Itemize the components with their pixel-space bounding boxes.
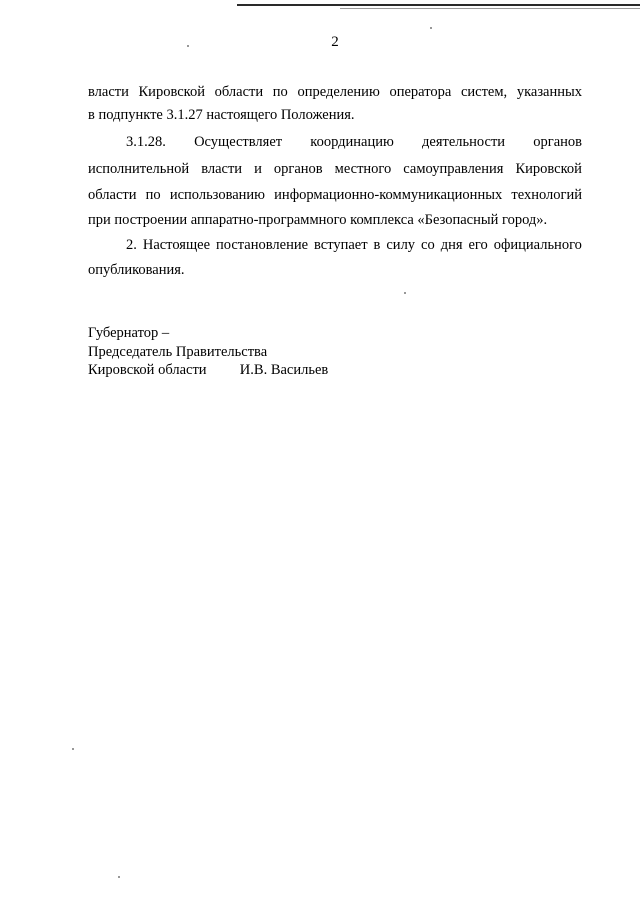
word: власти: [88, 84, 129, 100]
word: 2.: [126, 237, 137, 253]
word: постановление: [215, 237, 309, 253]
signature-title-governor: Губернатор –: [88, 325, 170, 341]
word: области: [88, 187, 137, 203]
word: по: [272, 84, 288, 100]
signature-name: И.В. Васильев: [239, 362, 329, 378]
word: власти: [201, 161, 243, 177]
word: дня: [440, 237, 463, 253]
scan-speck: [118, 876, 120, 878]
word: вступает: [314, 237, 368, 253]
item-2-line-1: [126, 237, 582, 254]
signature-line: [88, 362, 328, 379]
paragraph-continuation-line-2: в подпункте 3.1.27 настоящего Положения.: [88, 107, 355, 123]
scan-speck: [404, 292, 406, 294]
word: органов: [533, 134, 582, 150]
word: технологий: [511, 187, 582, 203]
item-3-1-28-line-4: при построении аппаратно-программного комплекса «Безопасный город».: [88, 212, 548, 228]
word: исполнительной: [88, 161, 190, 177]
word: силу: [386, 237, 416, 253]
word: указанных: [516, 84, 582, 100]
word: 3.1.28.: [126, 134, 166, 150]
word: Кировской: [515, 161, 582, 177]
word: по: [145, 187, 161, 203]
signature-organization: Кировской области: [88, 362, 207, 378]
word: Кировской: [138, 84, 205, 100]
word: самоуправления: [403, 161, 504, 177]
word: органов: [273, 161, 323, 177]
scan-speck: [72, 748, 74, 750]
item-3-1-28-line-2: [88, 161, 582, 178]
word: его: [468, 237, 488, 253]
word: Настоящее: [142, 237, 211, 253]
word: официального: [493, 237, 582, 253]
word: систем,: [460, 84, 508, 100]
item-2-line-2: опубликования.: [88, 262, 185, 278]
signature-title-chairman: Председатель Правительства: [88, 344, 268, 360]
word: координацию: [310, 134, 394, 150]
header-rule-thin: [340, 8, 640, 9]
word: оператора: [389, 84, 452, 100]
word: информационно-коммуникационных: [274, 187, 503, 203]
scan-speck: [187, 45, 189, 47]
header-rule: [237, 4, 640, 6]
word: и: [254, 161, 262, 177]
paragraph-continuation-line-1: [88, 84, 582, 101]
item-3-1-28-line-1: [126, 134, 582, 151]
page-number: 2: [331, 34, 339, 50]
item-3-1-28-line-3: [88, 187, 582, 204]
word: деятельности: [422, 134, 506, 150]
word: со: [421, 237, 435, 253]
word: в: [373, 237, 381, 253]
word: области: [214, 84, 264, 100]
word: определению: [297, 84, 380, 100]
word: использованию: [169, 187, 266, 203]
scan-speck: [430, 27, 432, 29]
word: местного: [334, 161, 392, 177]
word: Осуществляет: [194, 134, 283, 150]
